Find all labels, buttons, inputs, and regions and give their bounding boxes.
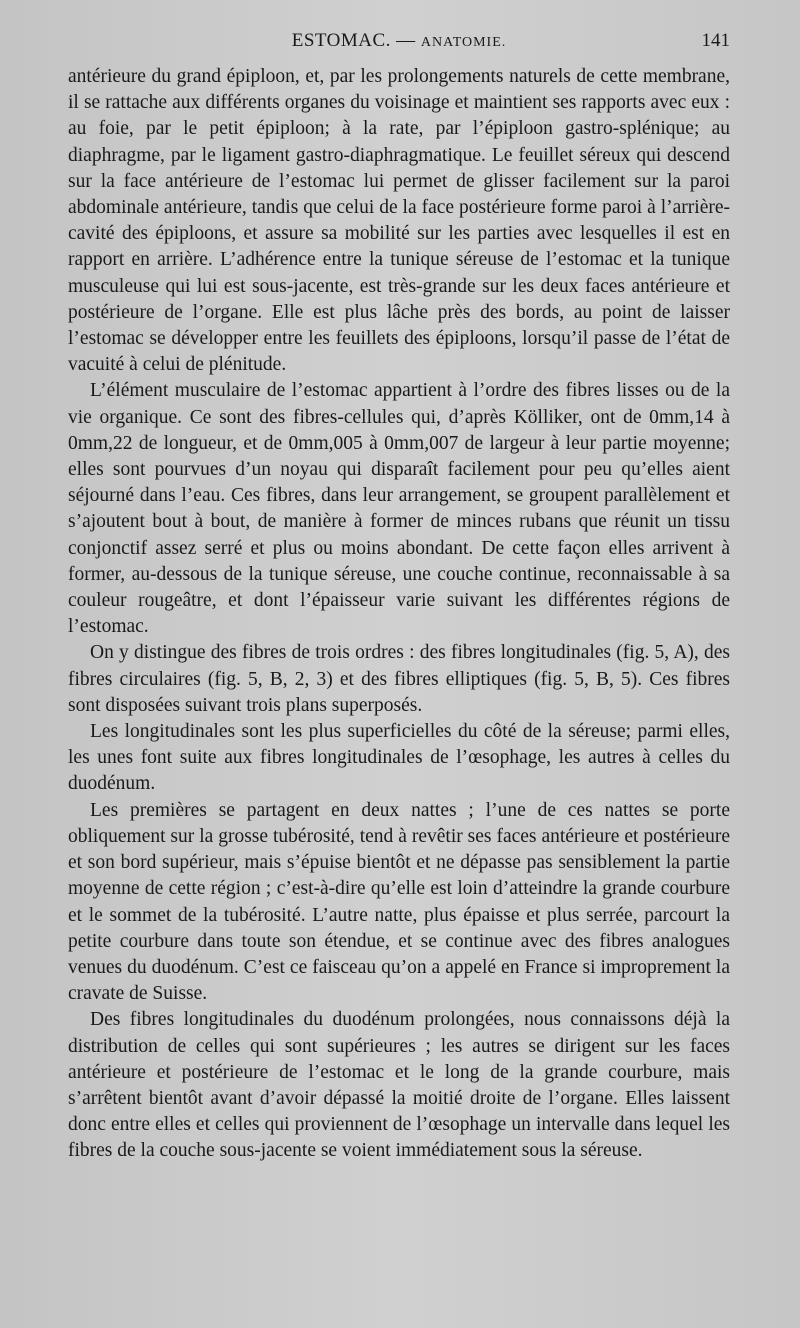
page-header — [68, 30, 730, 56]
running-head-title: ESTOMAC. — [291, 30, 391, 51]
paragraph-4: Les longitudinales sont les plus superficielles du côté de la séreuse; parmi elles, les unes font suite aux fibres longitudinales de l’œsophage, les autres à celles du duodénum. — [68, 721, 730, 795]
paragraph-6: Des fibres longitudinales du duodénum prolongées, nous connaissons déjà la distribution de celles qui sont supérieures ; les autres se dirigent sur les faces antérieure et postérieure de l’estomac et le long de la grande courbure, mais s’arrêtent bientôt avant d’avoir dépassé la moitié droite de l’organe. Elles laissent donc entre elles et celles qui proviennent de l’œsophage un intervalle dans lequel les fibres de la couche sous-jacente se voient immédiatement sous la séreuse. — [68, 1009, 730, 1162]
running-head-subtitle: ANATOMIE. — [420, 35, 507, 50]
running-head-separator: — — [396, 30, 416, 51]
paragraph-2: L’élément musculaire de l’estomac appartient à l’ordre des fibres lisses ou de la vie organique. Ce sont des fibres-cellules qui, d’après Kölliker, ont de 0mm,14 à 0mm,22 de longueur, et de 0mm,005 à 0mm,007 de largeur à leur partie moyenne; elles sont pourvues d’un noyau qui disparaît facilement pour peu qu’elles aient séjourné dans l’eau. Ces fibres, dans leur arrangement, se groupent parallèlement et s’ajoutent bout à bout, de manière à former de minces rubans que réunit un tissu conjonctif assez serré et plus ou moins abondant. De cette façon elles arrivent à former, au-dessous de la tunique séreuse, une couche continue, reconnaissable à sa couleur rougeâtre, et dont l’épaisseur varie suivant les différentes régions de l’estomac. — [68, 380, 730, 638]
paragraph-5: Les premières se partagent en deux nattes ; l’une de ces nattes se porte obliquement sur la grosse tubérosité, tend à revêtir ses faces antérieure et postérieure et son bord supérieur, mais s’épuise bientôt et ne dépasse pas sensiblement la partie moyenne de cette région ; c’est-à-dire qu’elle est loin d’atteindre la grande courbure et le sommet de la tubérosité. L’autre natte, plus épaisse et plus serrée, parcourt la petite courbure dans toute son étendue, et se continue avec des fibres analogues venues du duodénum. C’est ce faisceau qu’on a appelé en France si improprement la cravate de Suisse. — [68, 799, 730, 1005]
running-head — [68, 30, 730, 52]
paragraph-3: On y distingue des fibres de trois ordres : des fibres longitudinales (fig. 5, A), des fibres circulaires (fig. 5, B, 2, 3) et des fibres elliptiques (fig. 5, B, 5). Ces fibres sont disposées suivant trois plans superposés. — [68, 642, 730, 716]
paragraph-1: antérieure du grand épiploon, et, par les prolongements naturels de cette membrane, il se rattache aux différents organes du voisinage et maintient ses rapports avec eux : au foie, par le petit épiploon; à la rate, par l’épiploon gastro-splénique; au diaphragme, par le ligament gastro-diaphragmatique. Le feuillet séreux qui descend sur la face antérieure de l’estomac lui permet de glisser facilement sur la paroi abdominale antérieure, tandis que celui de la face postérieure forme paroi à l’arrière-cavité des épiploons, et assure sa mobilité sur les parties avec lesquelles il est en rapport en arrière. L’adhérence entre la tunique séreuse de l’estomac et la tunique musculeuse qui lui est sous-jacente, est très-grande sur les deux faces antérieure et postérieure de l’organe. Elle est plus lâche près des bords, au point de laisser l’estomac se développer entre les feuillets des épiploons, lorsqu’il passe de l’état de vacuité à celui de plénitude. — [68, 66, 730, 376]
page-number: 141 — [701, 30, 730, 51]
body-text — [68, 64, 730, 1165]
